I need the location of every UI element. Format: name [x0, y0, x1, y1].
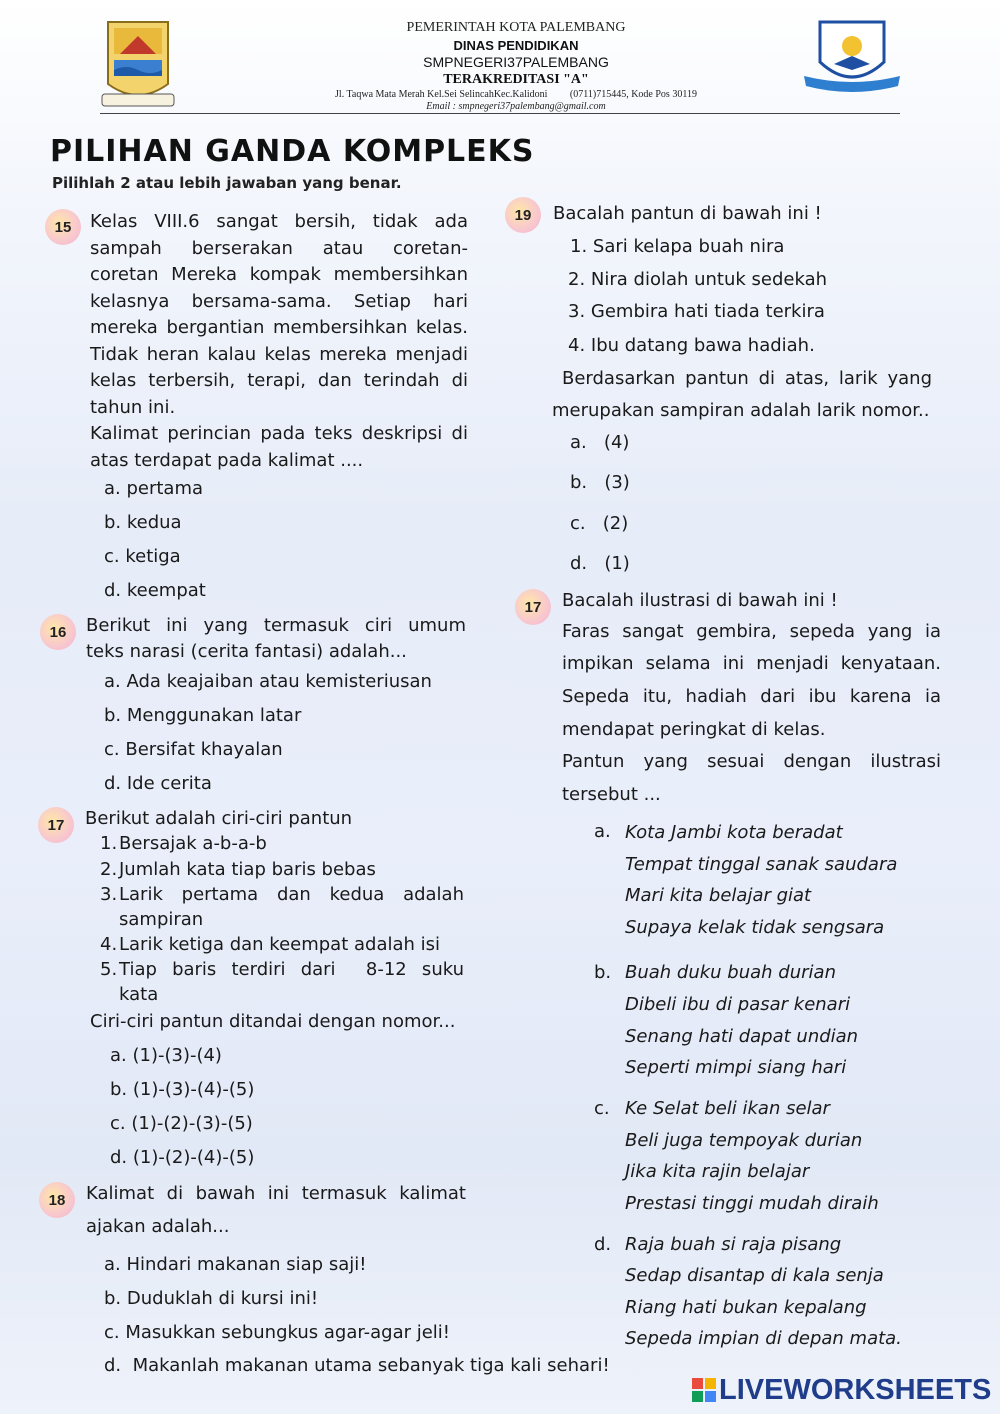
q17b-option-c-line: Prestasi tinggi mudah diraih — [625, 1193, 879, 1214]
q17b-line: tersebut ... — [562, 784, 661, 805]
q19-question: Berdasarkan pantun di atas, larik yang — [562, 368, 932, 389]
question-number-badge: 16 — [40, 614, 76, 650]
q17a-item-number: 1. — [100, 833, 118, 854]
q17a-item-number: 4. — [100, 934, 118, 955]
q16-option-d[interactable]: d. Ide cerita — [104, 773, 212, 794]
q17a-item-number: 2. — [100, 859, 118, 880]
q17b-option-c[interactable]: c. — [594, 1098, 610, 1119]
q17a-intro: Berikut adalah ciri-ciri pantun — [85, 808, 353, 829]
q15-line: tahun ini. — [90, 396, 176, 418]
q16-option-a[interactable]: a. Ada keajaiban atau kemisteriusan — [104, 671, 432, 692]
q15-line: Kalimat perincian pada teks deskripsi di — [90, 423, 468, 444]
q17a-item-number: 5. — [100, 959, 118, 980]
question-number-badge: 15 — [45, 209, 81, 245]
q15-line: mereka bergantian membersihkan kelas. — [90, 317, 468, 338]
q16-line: Berikut ini yang termasuk ciri umum — [86, 615, 466, 636]
q15-option-b[interactable]: b. kedua — [104, 512, 182, 533]
q18-line: ajakan adalah... — [86, 1216, 230, 1237]
q17a-item: kata — [119, 984, 159, 1005]
q19-option-a[interactable]: a. (4) — [570, 432, 630, 453]
q15-line: sampah berserakan atau coretan- — [90, 237, 468, 259]
q17b-option-d[interactable]: d. — [594, 1234, 612, 1255]
q15-line: Tidak heran kalau kelas mereka menjadi — [90, 343, 468, 365]
q19-option-d[interactable]: d. (1) — [570, 553, 630, 574]
letterhead — [0, 0, 1000, 118]
q17a-item: sampiran — [119, 909, 204, 930]
q17b-option-d-line: Sepeda impian di depan mata. — [625, 1328, 902, 1349]
q17a-option-a[interactable]: a. (1)-(3)-(4) — [110, 1045, 222, 1066]
school-logo-icon — [802, 18, 902, 98]
q17a-item: Larik ketiga dan keempat adalah isi — [119, 934, 441, 955]
q17b-option-c-line: Ke Selat beli ikan selar — [625, 1098, 830, 1119]
q18-option-a[interactable]: a. Hindari makanan siap saji! — [104, 1254, 367, 1275]
question-number-badge: 17 — [515, 589, 551, 625]
q17b-option-a-line: Mari kita belajar giat — [625, 885, 812, 906]
q17b-line: Pantun yang sesuai dengan ilustrasi — [562, 751, 941, 772]
q19-pantun-line: 1. Sari kelapa buah nira — [570, 236, 785, 257]
question-number-badge: 18 — [39, 1182, 75, 1218]
q17b-option-b-line: Senang hati dapat undian — [625, 1026, 859, 1047]
q16-line: teks narasi (cerita fantasi) adalah... — [86, 641, 407, 662]
q17a-question: Ciri-ciri pantun ditandai dengan nomor... — [90, 1011, 456, 1032]
liveworksheets-logo-icon — [692, 1378, 716, 1402]
q17b-option-c-line: Jika kita rajin belajar — [625, 1161, 810, 1182]
header-email: Email : smpnegeri37palembang@gmail.com — [426, 101, 606, 112]
q19-question: merupakan sampiran adalah larik nomor.. — [552, 400, 930, 421]
q15-line: Kelas VIII.6 sangat bersih, tidak ada — [90, 211, 468, 232]
q17a-option-d[interactable]: d. (1)-(2)-(4)-(5) — [110, 1147, 255, 1168]
q15-line: atas terdapat pada kalimat .... — [90, 449, 364, 471]
header-accreditation: TERAKREDITASI "A" — [443, 72, 589, 87]
q18-option-b[interactable]: b. Duduklah di kursi ini! — [104, 1288, 319, 1309]
q18-option-d[interactable]: d. Makanlah makanan utama sebanyak tiga kali sehari! — [104, 1355, 610, 1376]
q17b-line: impikan selama ini menjadi kenyataan. — [562, 653, 941, 674]
q17b-option-b-line: Dibeli ibu di pasar kenari — [625, 994, 851, 1015]
q19-pantun-line: 2. Nira diolah untuk sedekah — [568, 269, 828, 290]
q17b-option-d-line: Riang hati bukan kepalang — [625, 1297, 867, 1318]
q19-pantun-line: 4. Ibu datang bawa hadiah. — [568, 335, 815, 356]
q18-option-c[interactable]: c. Masukkan sebungkus agar-agar jeli! — [104, 1322, 451, 1343]
q17b-option-d-line: Sedap disantap di kala senja — [625, 1265, 884, 1286]
q15-line: kelas terbersih, terapi, dan terindah di — [90, 370, 468, 391]
q17b-option-a-line: Supaya kelak tidak sengsara — [625, 917, 885, 938]
q17b-option-b-line: Buah duku buah durian — [625, 962, 836, 983]
question-number-badge: 19 — [505, 197, 541, 233]
q17a-item-number: 3. — [100, 884, 118, 905]
q17b-line: Faras sangat gembira, sepeda yang ia — [562, 621, 941, 642]
q19-pantun-line: 3. Gembira hati tiada terkira — [568, 301, 825, 322]
q17a-item: Bersajak a-b-a-b — [119, 833, 267, 854]
q15-line: coretan Mereka kompak membersihkan — [90, 264, 468, 285]
q17b-line: mendapat peringkat di kelas. — [562, 719, 826, 740]
q17b-option-a-line: Kota Jambi kota beradat — [625, 822, 843, 843]
q17b-intro: Bacalah ilustrasi di bawah ini ! — [562, 590, 838, 611]
q17a-item: Tiap baris terdiri dari 8-12 suku — [119, 959, 464, 980]
q17a-item: Jumlah kata tiap baris bebas — [119, 859, 376, 880]
q17b-option-d-line: Raja buah si raja pisang — [625, 1234, 842, 1255]
q15-option-d[interactable]: d. keempat — [104, 580, 206, 601]
header-line-2: DINAS PENDIDIKAN — [453, 38, 579, 53]
liveworksheets-brand[interactable]: LIVEWORKSHEETS — [719, 1374, 992, 1406]
q17b-option-c-line: Beli juga tempoyak durian — [625, 1130, 863, 1151]
page-title: PILIHAN GANDA KOMPLEKS — [50, 134, 535, 169]
q17b-option-a-line: Tempat tinggal sanak saudara — [625, 854, 898, 875]
q17b-line: Sepeda itu, hadiah dari ibu karena ia — [562, 686, 941, 707]
q17a-option-c[interactable]: c. (1)-(2)-(3)-(5) — [110, 1113, 253, 1134]
palembang-emblem-icon — [98, 14, 178, 112]
q17a-option-b[interactable]: b. (1)-(3)-(4)-(5) — [110, 1079, 255, 1100]
question-number-badge: 17 — [38, 807, 74, 843]
q15-option-c[interactable]: c. ketiga — [104, 546, 181, 567]
q17b-option-a[interactable]: a. — [594, 821, 611, 842]
q16-option-c[interactable]: c. Bersifat khayalan — [104, 739, 283, 760]
page-subtitle: Pilihlah 2 atau lebih jawaban yang benar. — [52, 174, 402, 192]
header-line-1: PEMERINTAH KOTA PALEMBANG — [406, 20, 626, 35]
q19-intro: Bacalah pantun di bawah ini ! — [553, 203, 822, 224]
header-address: Jl. Taqwa Mata Merah Kel.Sei SelincahKec.Kalidoni (0711)715445, Kode Pos 30119 — [335, 89, 697, 100]
q19-option-b[interactable]: b. (3) — [570, 472, 630, 493]
header-divider — [100, 113, 900, 114]
header-line-3: SMPNEGERI37PALEMBANG — [423, 54, 609, 70]
q15-line: kelasnya bersama-sama. Setiap hari — [90, 290, 468, 312]
q15-option-a[interactable]: a. pertama — [104, 478, 204, 499]
q17b-option-b[interactable]: b. — [594, 962, 612, 983]
q16-option-b[interactable]: b. Menggunakan latar — [104, 705, 302, 726]
q19-option-c[interactable]: c. (2) — [570, 513, 629, 534]
q17a-item: Larik pertama dan kedua adalah — [119, 884, 464, 905]
q18-line: Kalimat di bawah ini termasuk kalimat — [86, 1183, 466, 1204]
q17b-option-b-line: Seperti mimpi siang hari — [625, 1057, 847, 1078]
